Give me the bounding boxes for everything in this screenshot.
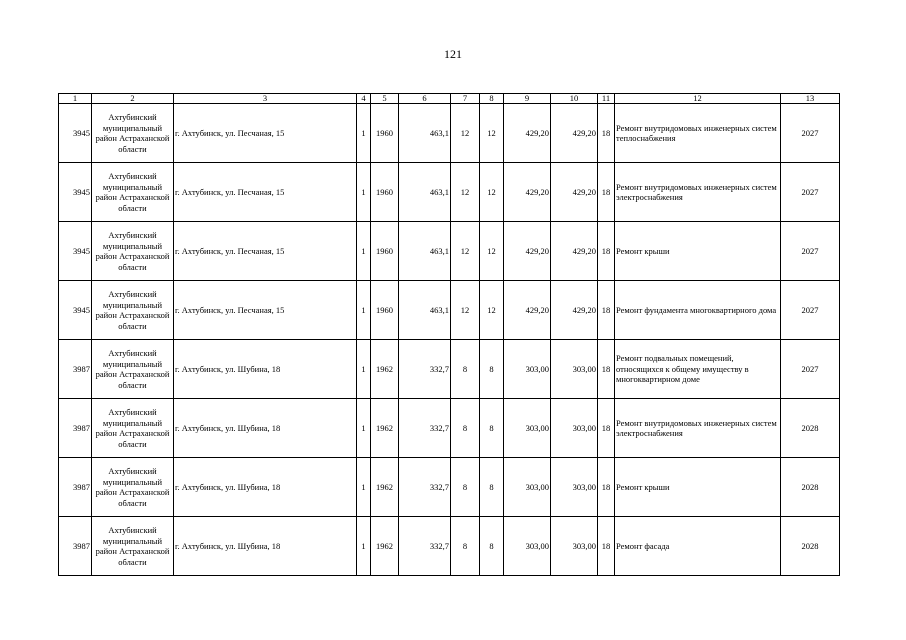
table-row [59, 340, 840, 399]
house-id-cell: 3987 [59, 517, 92, 576]
work-type-cell: Ремонт крыши [615, 458, 781, 517]
col11-cell: 18 [598, 163, 615, 222]
year-cell: 1962 [371, 340, 399, 399]
col11-cell: 18 [598, 399, 615, 458]
col8-cell: 8 [480, 517, 504, 576]
col7-cell: 12 [451, 222, 480, 281]
work-type-cell: Ремонт внутридомовых инженерных систем теплоснабжения [615, 104, 781, 163]
municipality-cell: Ахтубинский муниципальный район Астраханской области [92, 458, 174, 517]
col4-cell: 1 [357, 340, 371, 399]
col4-cell: 1 [357, 517, 371, 576]
area-cell: 332,7 [399, 517, 451, 576]
address-cell: г. Ахтубинск, ул. Шубина, 18 [174, 517, 357, 576]
table-row [59, 281, 840, 340]
address-cell: г. Ахтубинск, ул. Песчаная, 15 [174, 104, 357, 163]
municipality-cell: Ахтубинский муниципальный район Астраханской области [92, 340, 174, 399]
col4-cell: 1 [357, 163, 371, 222]
table-row [59, 399, 840, 458]
address-cell: г. Ахтубинск, ул. Шубина, 18 [174, 458, 357, 517]
col7-cell: 12 [451, 104, 480, 163]
house-id-cell: 3987 [59, 458, 92, 517]
area-cell: 463,1 [399, 104, 451, 163]
table-body [59, 104, 840, 576]
address-cell: г. Ахтубинск, ул. Шубина, 18 [174, 340, 357, 399]
col10-cell: 303,00 [551, 517, 598, 576]
plan-year-cell: 2027 [781, 340, 840, 399]
column-header: 8 [480, 94, 504, 104]
plan-year-cell: 2027 [781, 163, 840, 222]
work-type-cell: Ремонт внутридомовых инженерных систем электроснабжения [615, 163, 781, 222]
col8-cell: 12 [480, 104, 504, 163]
column-header: 10 [551, 94, 598, 104]
column-header: 3 [174, 94, 357, 104]
table-row [59, 104, 840, 163]
col9-cell: 303,00 [504, 458, 551, 517]
col4-cell: 1 [357, 458, 371, 517]
col9-cell: 303,00 [504, 399, 551, 458]
plan-year-cell: 2027 [781, 222, 840, 281]
col11-cell: 18 [598, 340, 615, 399]
col8-cell: 8 [480, 399, 504, 458]
address-cell: г. Ахтубинск, ул. Песчаная, 15 [174, 222, 357, 281]
municipality-cell: Ахтубинский муниципальный район Астраханской области [92, 222, 174, 281]
column-header: 2 [92, 94, 174, 104]
municipality-cell: Ахтубинский муниципальный район Астраханской области [92, 399, 174, 458]
house-id-cell: 3945 [59, 281, 92, 340]
house-id-cell: 3987 [59, 340, 92, 399]
col11-cell: 18 [598, 281, 615, 340]
plan-year-cell: 2028 [781, 458, 840, 517]
col7-cell: 8 [451, 399, 480, 458]
register-table [58, 93, 840, 576]
col7-cell: 12 [451, 281, 480, 340]
col4-cell: 1 [357, 104, 371, 163]
plan-year-cell: 2028 [781, 517, 840, 576]
area-cell: 463,1 [399, 281, 451, 340]
year-cell: 1960 [371, 104, 399, 163]
plan-year-cell: 2028 [781, 399, 840, 458]
house-id-cell: 3945 [59, 163, 92, 222]
column-header: 7 [451, 94, 480, 104]
col8-cell: 8 [480, 340, 504, 399]
col8-cell: 12 [480, 222, 504, 281]
table-row [59, 163, 840, 222]
col10-cell: 429,20 [551, 222, 598, 281]
col9-cell: 429,20 [504, 222, 551, 281]
municipality-cell: Ахтубинский муниципальный район Астраханской области [92, 281, 174, 340]
column-header: 1 [59, 94, 92, 104]
municipality-cell: Ахтубинский муниципальный район Астраханской области [92, 517, 174, 576]
col4-cell: 1 [357, 281, 371, 340]
col10-cell: 303,00 [551, 340, 598, 399]
year-cell: 1960 [371, 163, 399, 222]
col10-cell: 429,20 [551, 163, 598, 222]
work-type-cell: Ремонт фасада [615, 517, 781, 576]
address-cell: г. Ахтубинск, ул. Песчаная, 15 [174, 281, 357, 340]
col10-cell: 429,20 [551, 281, 598, 340]
col9-cell: 303,00 [504, 517, 551, 576]
column-header: 9 [504, 94, 551, 104]
year-cell: 1960 [371, 222, 399, 281]
plan-year-cell: 2027 [781, 104, 840, 163]
area-cell: 463,1 [399, 163, 451, 222]
column-header: 13 [781, 94, 840, 104]
year-cell: 1962 [371, 517, 399, 576]
house-id-cell: 3945 [59, 104, 92, 163]
municipality-cell: Ахтубинский муниципальный район Астраханской области [92, 163, 174, 222]
page-number: 121 [444, 47, 462, 61]
col10-cell: 303,00 [551, 458, 598, 517]
col9-cell: 303,00 [504, 340, 551, 399]
header-row [59, 94, 840, 104]
area-cell: 332,7 [399, 399, 451, 458]
work-type-cell: Ремонт фундамента многоквартирного дома [615, 281, 781, 340]
table-row [59, 517, 840, 576]
address-cell: г. Ахтубинск, ул. Песчаная, 15 [174, 163, 357, 222]
work-type-cell: Ремонт внутридомовых инженерных систем электроснабжения [615, 399, 781, 458]
col4-cell: 1 [357, 222, 371, 281]
table-row [59, 222, 840, 281]
house-id-cell: 3945 [59, 222, 92, 281]
year-cell: 1960 [371, 281, 399, 340]
address-cell: г. Ахтубинск, ул. Шубина, 18 [174, 399, 357, 458]
house-id-cell: 3987 [59, 399, 92, 458]
col11-cell: 18 [598, 222, 615, 281]
work-type-cell: Ремонт крыши [615, 222, 781, 281]
plan-year-cell: 2027 [781, 281, 840, 340]
col10-cell: 303,00 [551, 399, 598, 458]
col8-cell: 12 [480, 281, 504, 340]
col11-cell: 18 [598, 458, 615, 517]
year-cell: 1962 [371, 458, 399, 517]
col11-cell: 18 [598, 517, 615, 576]
col4-cell: 1 [357, 399, 371, 458]
col7-cell: 8 [451, 458, 480, 517]
area-cell: 332,7 [399, 340, 451, 399]
col8-cell: 8 [480, 458, 504, 517]
column-header: 12 [615, 94, 781, 104]
col7-cell: 8 [451, 517, 480, 576]
column-header: 11 [598, 94, 615, 104]
col7-cell: 8 [451, 340, 480, 399]
area-cell: 463,1 [399, 222, 451, 281]
col9-cell: 429,20 [504, 281, 551, 340]
area-cell: 332,7 [399, 458, 451, 517]
col8-cell: 12 [480, 163, 504, 222]
municipality-cell: Ахтубинский муниципальный район Астраханской области [92, 104, 174, 163]
column-header: 4 [357, 94, 371, 104]
column-header: 5 [371, 94, 399, 104]
work-type-cell: Ремонт подвальных помещений, относящихся к общему имуществу в многоквартирном доме [615, 340, 781, 399]
col9-cell: 429,20 [504, 104, 551, 163]
column-header: 6 [399, 94, 451, 104]
col9-cell: 429,20 [504, 163, 551, 222]
col10-cell: 429,20 [551, 104, 598, 163]
col7-cell: 12 [451, 163, 480, 222]
col11-cell: 18 [598, 104, 615, 163]
year-cell: 1962 [371, 399, 399, 458]
table-row [59, 458, 840, 517]
